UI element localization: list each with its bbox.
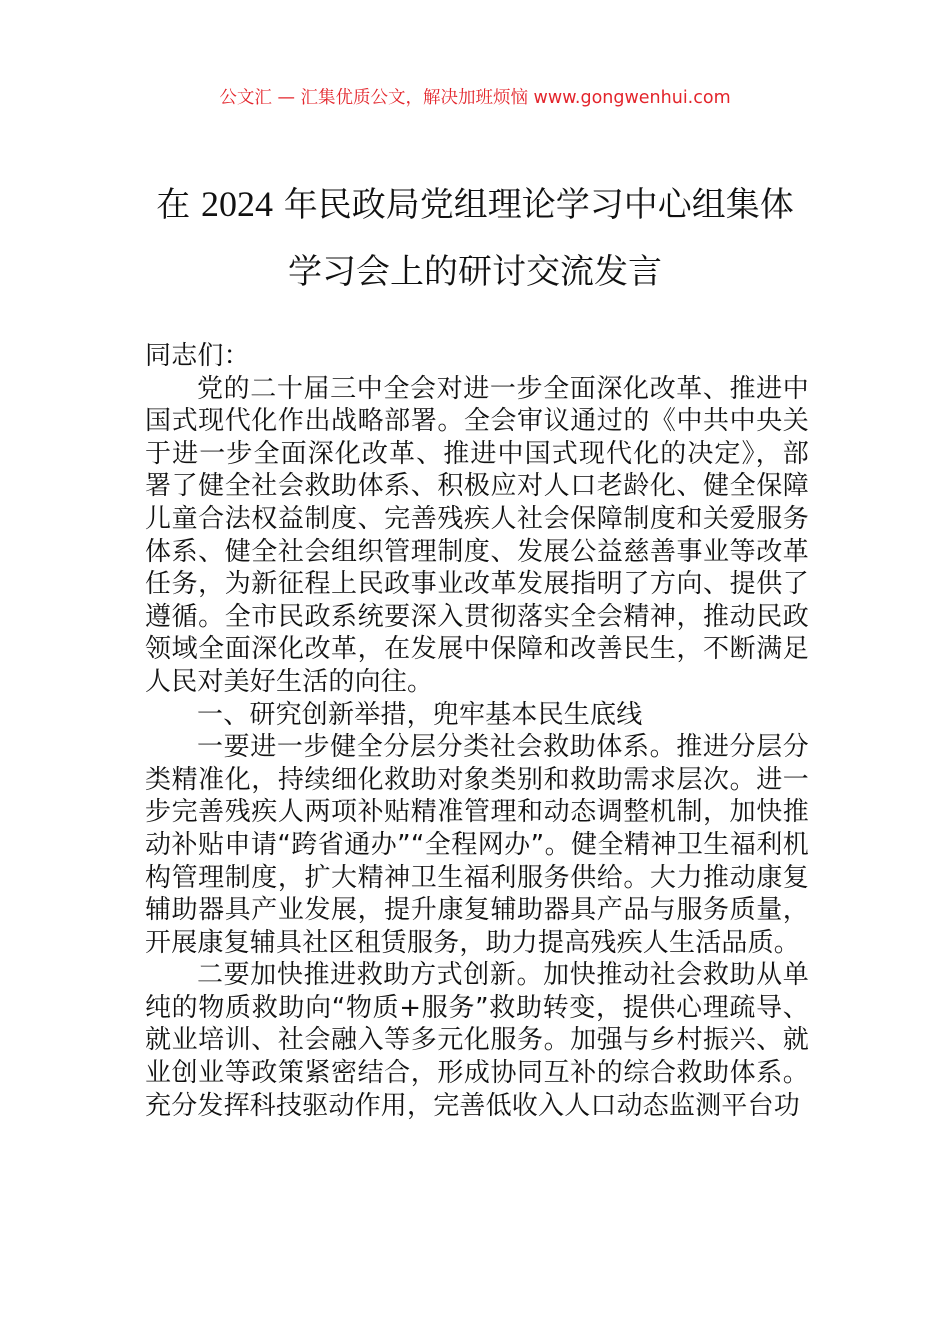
document-title-line-1 (100, 184, 850, 225)
intro-paragraph: 党的二十届三中全会对进一步全面深化改革、推进中国式现代化作出战略部署。全会审议通过的《中共中央关于进一步全面深化改革、推进中国式现代化的决定》，部署了健全社会救助体系、积极应对人口老龄化、健全保障儿童合法权益制度、完善残疾人社会保障制度和关爱服务体系、健全社会组织管理制度、发展公益慈善事业等改革任务，为新征程上民政事业改革发展指明了方向、提供了遵循。全市民政系统要深入贯彻落实全会精神，推动民政领域全面深化改革，在发展中保障和改善民生，不断满足人民对美好生活的向往。 (145, 373, 809, 697)
title-year: 2024 (201, 184, 273, 224)
section-heading-1: 一、研究创新举措，兜牢基本民生底线 (197, 699, 643, 730)
title-suffix: 年民政局党组理论学习中心组集体 (273, 185, 794, 225)
salutation: 同志们： (145, 341, 250, 371)
document-title-line-2: 学习会上的研讨交流发言 (288, 252, 662, 292)
body-paragraph: 二要加快推进救助方式创新。加快推动社会救助从单纯的物质救助向“物质+服务”救助转变，提供心理疏导、就业培训、社会融入等多元化服务。加强与乡村振兴、就业创业等政策紧密结合，形成协同互补的综合救助体系。充分发挥科技驱动作用，完善低收入人口动态监测平台功 (145, 960, 809, 1121)
title-prefix: 在 (156, 185, 201, 225)
document-body (145, 340, 809, 1122)
body-paragraph: 一要进一步健全分层分类社会救助体系。推进分层分类精准化，持续细化救助对象类别和救助需求层次。进一步完善残疾人两项补贴精准管理和动态调整机制，加快推动补贴申请“跨省通办”“全程网办”。健全精神卫生福利机构管理制度，扩大精神卫生福利服务供给。大力推动康复辅助器具产业发展，提升康复辅助器具产品与服务质量，开展康复辅具社区租赁服务，助力提高残疾人生活品质。 (145, 732, 809, 958)
watermark-header: 公文汇 — 汇集优质公文，解决加班烦恼 www.gongwenhui.com (219, 88, 731, 108)
